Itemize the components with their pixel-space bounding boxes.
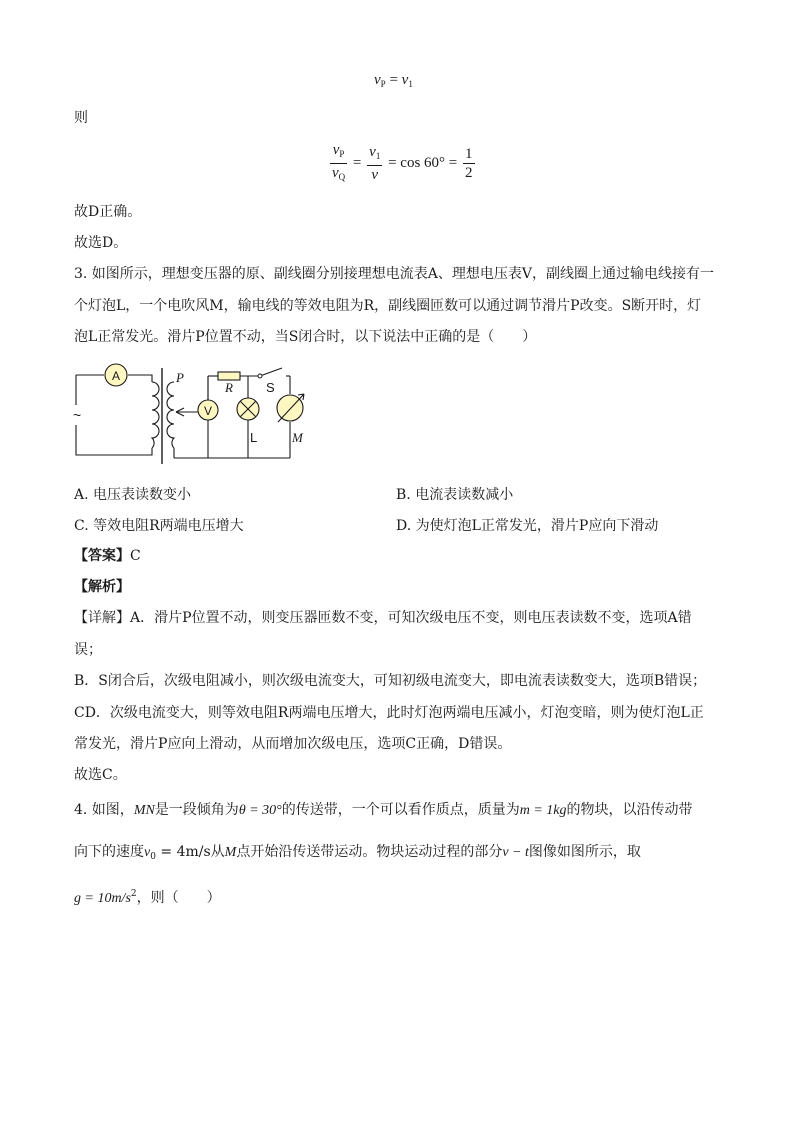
ac-source-symbol: ~	[73, 407, 82, 423]
lamp-label: L	[250, 430, 258, 445]
detail-line1: 【详解】A．滑片P位置不动，则变压器匝数不变，可知次级电压不变，则电压表读数不变，选项A错	[74, 610, 692, 626]
motor-label: M	[292, 430, 303, 445]
option-b: B. 电流表读数减小	[396, 487, 514, 503]
choose-c: 故选C。	[74, 767, 127, 783]
fraction-one-half: $\frac{1}{2}$	[465, 146, 473, 181]
detail-line3: B．S闭合后，次级电阻减小，则次级电流变大，可知初级电流变大，即电流表读数变大，选项B错误；	[74, 673, 707, 689]
option-c: C. 等效电阻R两端电压增大	[74, 518, 244, 534]
fraction-vp-vq: $\frac{v_P}{v_Q}$	[332, 142, 346, 182]
answer-label: 【答案】	[74, 548, 130, 564]
cos-60: cos 60°	[400, 154, 446, 171]
q4-stem-line1: 4. 如图，MN是一段倾角为θ = 30°的传送带，一个可以看作质点，质量为m = 1kg的物块，以沿传动带	[74, 802, 693, 818]
option-a: A. 电压表读数变小	[74, 487, 192, 503]
fraction-v1-v: $\frac{v_1}{v}$	[369, 144, 381, 183]
q3-stem-line2: 个灯泡L，一个电吹风M，输电线的等效电阻为R，副线圈匝数可以通过调节滑片P改变。S断开时，灯	[74, 298, 702, 314]
ammeter-label: A	[111, 369, 121, 383]
q4-stem-line2: 向下的速度$v_0 = 4m/s$从M点开始沿传送带运动。物块运动过程的部分v − t图像如图所示，取	[74, 844, 641, 862]
answer-value: C	[130, 548, 141, 564]
detail-line2: 误；	[74, 642, 102, 658]
resistor-label: R	[225, 380, 233, 395]
analysis-label: 【解析】	[74, 579, 130, 595]
switch-label: S	[266, 380, 275, 395]
q3-stem-line1: 3. 如图所示，理想变压器的原、副线圈分别接理想电流表A、理想电压表V，副线圈上通过输电线接有一	[74, 266, 715, 282]
voltmeter-label: V	[203, 404, 213, 418]
slider-label: P	[176, 370, 184, 385]
then-label: 则	[74, 110, 88, 126]
answer-line	[74, 546, 141, 566]
detail-line5: 常发光，滑片P应向上滑动，从而增加次级电压，选项C正确，D错误。	[74, 736, 512, 752]
choose-d: 故选D。	[74, 235, 128, 251]
equation-vp-equals-v1: $v_P = v_1$	[374, 72, 413, 89]
q3-stem-line3: 泡L正常发光。滑片P位置不动，当S闭合时，以下说法中正确的是（ ）	[74, 329, 537, 345]
conclusion-d: 故D正确。	[74, 204, 142, 220]
detail-line4: CD．次级电流变大，则等效电阻R两端电压增大，此时灯泡两端电压减小，灯泡变暗，则为使灯泡L正	[74, 705, 704, 721]
circuit-diagram	[70, 360, 310, 470]
equation-ratio: $\frac{v_P}{v_Q}$ = $\frac{v_1}{v}$ = cos 60° = $\frac{1}{2}$	[332, 142, 473, 183]
option-d: D. 为使灯泡L正常发光，滑片P应向下滑动	[396, 518, 659, 534]
q4-stem-line3: $g = 10m/s^2$，则（ ）	[74, 889, 221, 906]
